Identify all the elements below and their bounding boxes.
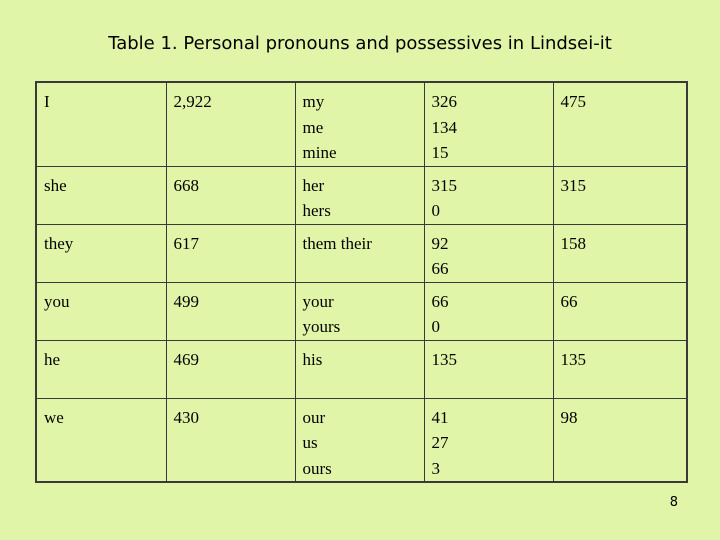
possessive-count: 315 <box>431 175 457 195</box>
possessive-form: them their <box>302 233 372 253</box>
possessive-count: 135 <box>431 349 457 369</box>
possessive-form: ours <box>302 458 332 478</box>
count-cell: 499 <box>166 282 295 340</box>
possessive-form: us <box>302 433 318 452</box>
total-cell: 98 <box>553 398 687 482</box>
possessives-cell <box>295 82 424 166</box>
possessive-count: 134 <box>431 117 457 137</box>
possessive-count: 326 <box>431 92 457 111</box>
possessives-cell <box>295 340 424 398</box>
table-row <box>36 398 687 482</box>
possessive-count: 41 <box>431 407 449 427</box>
possessive-form: her <box>302 175 325 195</box>
possessives-cell <box>295 282 424 340</box>
possessive-counts-cell <box>424 282 553 340</box>
possessive-count: 15 <box>431 143 449 162</box>
count-cell: 2,922 <box>166 82 295 166</box>
possessive-count: 66 <box>431 291 449 311</box>
possessive-form: hers <box>302 201 331 220</box>
count-cell: 617 <box>166 224 295 282</box>
table-row <box>36 282 687 340</box>
possessive-count: 66 <box>431 259 449 278</box>
possessive-count: 3 <box>431 458 440 478</box>
page-number: 8 <box>669 495 678 510</box>
possessive-count: 92 <box>431 233 449 253</box>
total-cell: 135 <box>553 340 687 398</box>
table-row <box>36 82 687 166</box>
total-cell: 475 <box>553 82 687 166</box>
pronoun-cell: we <box>36 398 166 482</box>
possessive-form: me <box>302 117 324 137</box>
pronoun-cell: she <box>36 166 166 224</box>
possessive-form: your <box>302 291 334 311</box>
table-title: Table 1. Personal pronouns and possessives in Lindsei-it <box>108 33 612 54</box>
possessive-counts-cell <box>424 82 553 166</box>
possessive-counts-cell <box>424 340 553 398</box>
pronouns-table <box>35 81 688 483</box>
possessive-form: his <box>302 349 323 369</box>
possessives-cell <box>295 398 424 482</box>
count-cell: 469 <box>166 340 295 398</box>
count-cell: 668 <box>166 166 295 224</box>
pronoun-cell: you <box>36 282 166 340</box>
possessive-count: 0 <box>431 317 440 336</box>
total-cell: 66 <box>553 282 687 340</box>
possessive-counts-cell <box>424 398 553 482</box>
possessives-cell <box>295 224 424 282</box>
pronoun-cell: they <box>36 224 166 282</box>
possessive-form: yours <box>302 317 341 336</box>
table-row <box>36 166 687 224</box>
possessive-count: 0 <box>431 201 440 220</box>
possessives-cell <box>295 166 424 224</box>
table-row <box>36 340 687 398</box>
possessive-count: 27 <box>431 433 449 452</box>
possessive-form: mine <box>302 143 337 162</box>
possessive-counts-cell <box>424 166 553 224</box>
total-cell: 315 <box>553 166 687 224</box>
table-row <box>36 224 687 282</box>
count-cell: 430 <box>166 398 295 482</box>
possessive-form: our <box>302 407 326 427</box>
total-cell: 158 <box>553 224 687 282</box>
pronoun-cell: he <box>36 340 166 398</box>
possessive-counts-cell <box>424 224 553 282</box>
possessive-form: my <box>302 92 325 111</box>
pronoun-cell: I <box>36 82 166 166</box>
